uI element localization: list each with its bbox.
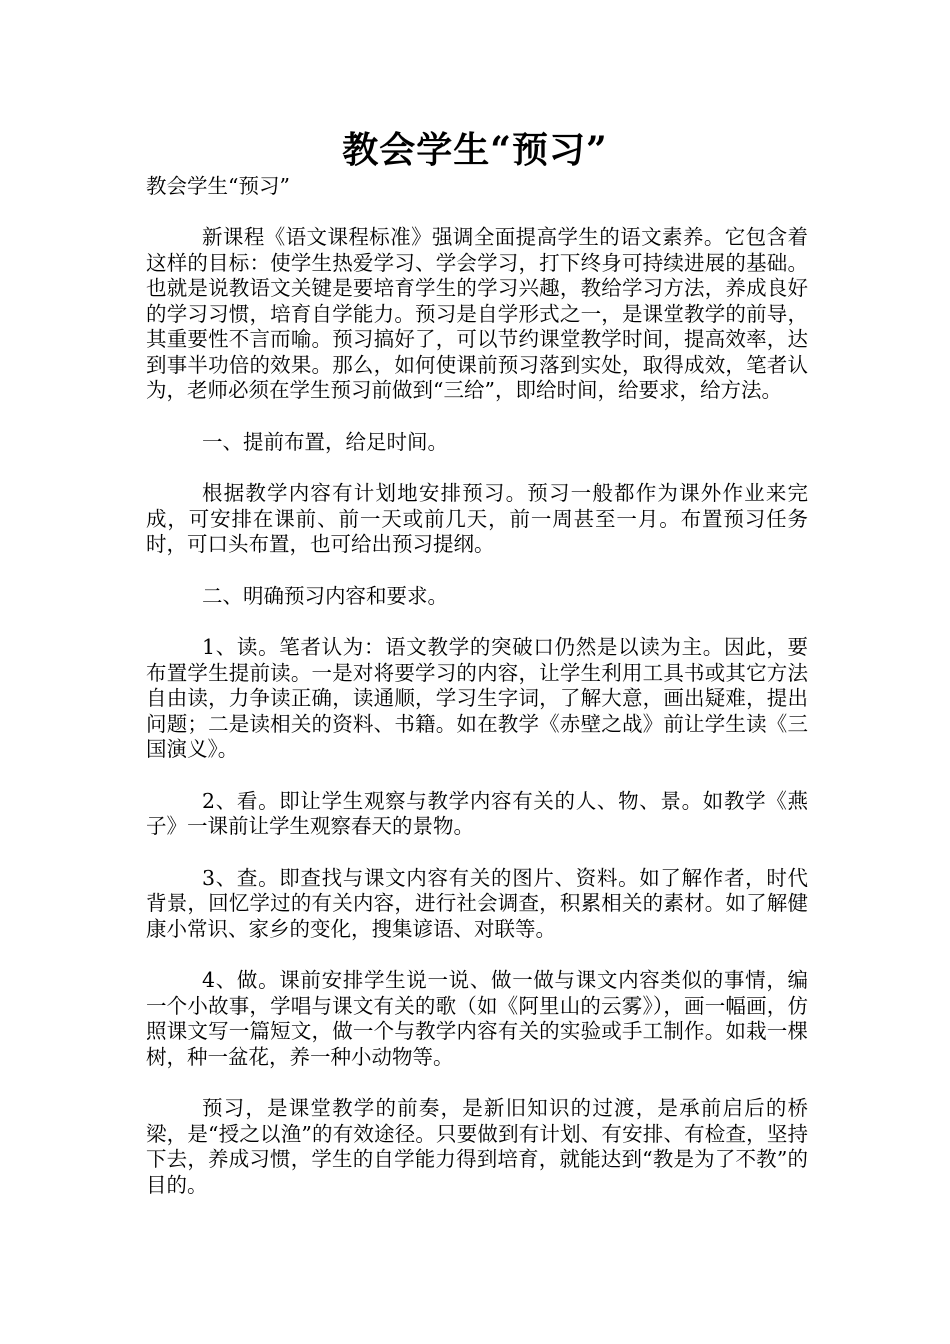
paragraph-search: 3、查。即查找与课文内容有关的图片、资料。如了解作者，时代背景，回忆学过的有关内容，进行社会调查，积累相关的素材。如了解健康小常识、家乡的变化，搜集谚语、对联等。 — [146, 865, 808, 941]
paragraph-section-1: 根据教学内容有计划地安排预习。预习一般都作为课外作业来完成，可安排在课前、前一天或前几天，前一周甚至一月。布置预习任务时，可口头布置，也可给出预习提纲。 — [146, 481, 808, 556]
paragraph-conclusion: 预习，是课堂教学的前奏，是新旧知识的过渡，是承前启后的桥梁，是“授之以渔”的有效途径。只要做到有计划、有安排、有检查，坚持下去，养成习惯，学生的自学能力得到培育，就能达到“教是为了不教”的目的。 — [146, 1096, 808, 1197]
paragraph-intro: 新课程《语文课程标准》强调全面提高学生的语文素养。它包含着这样的目标：使学生热爱学习、学会学习，打下终身可持续进展的基础。也就是说教语文关键是要培育学生的学习兴趣，教给学习方法，养成良好的学习习惯，培育自学能力。预习是自学形式之一，是课堂教学的前导，其重要性不言而喻。预习搞好了，可以节约课堂教学时间，提高效率，达到事半功倍的效果。那么，如何使课前预习落到实处，取得成效，笔者认为，老师必须在学生预习前做到“三给”，即给时间，给要求，给方法。 — [146, 225, 808, 402]
document-subtitle: 教会学生“预习” — [146, 174, 290, 198]
section-heading-1: 一、提前布置，给足时间。 — [202, 429, 448, 454]
paragraph-look: 2、看。即让学生观察与教学内容有关的人、物、景。如教学《燕子》一课前让学生观察春天的景物。 — [146, 788, 808, 838]
document-title: 教会学生“预习” — [342, 129, 608, 171]
section-heading-2: 二、明确预习内容和要求。 — [202, 583, 448, 608]
paragraph-do: 4、做。课前安排学生说一说、做一做与课文内容类似的事情，编一个小故事，学唱与课文有关的歌（如《阿里山的云雾》），画一幅画，仿照课文写一篇短文，做一个与教学内容有关的实验或手工制作。如栽一棵树，种一盆花，养一种小动物等。 — [146, 968, 808, 1069]
paragraph-read: 1、读。笔者认为：语文教学的突破口仍然是以读为主。因此，要布置学生提前读。一是对将要学习的内容，让学生利用工具书或其它方法自由读，力争读正确，读通顺，学习生字词，了解大意，画出疑难，提出问题；二是读相关的资料、书籍。如在教学《赤壁之战》前让学生读《三国演义》。 — [146, 635, 808, 761]
document-body — [146, 225, 808, 1224]
